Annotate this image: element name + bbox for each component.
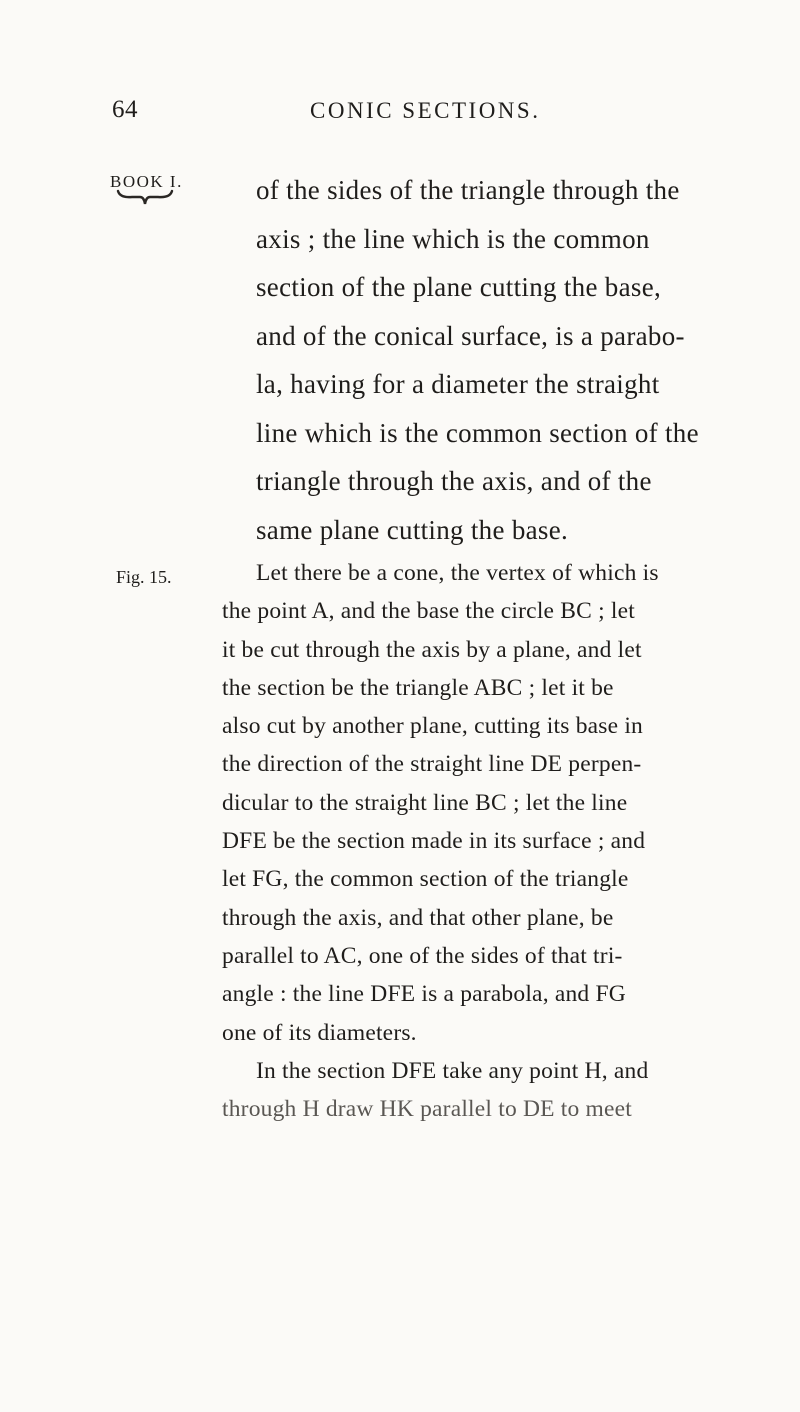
margin-book-label: BOOK I. xyxy=(110,172,183,191)
paragraph-proposition xyxy=(256,166,791,554)
text-line: In the section DFE take any point H, and xyxy=(256,1057,649,1084)
text-line: let FG, the common section of the triangle xyxy=(222,866,629,893)
text-line: also cut by another plane, cutting its base in xyxy=(222,713,644,740)
text-line: Let there be a cone, the vertex of which is xyxy=(256,560,659,586)
text-line: line which is the common section of the xyxy=(256,417,699,448)
text-line: DFE be the section made in its surface ; and xyxy=(222,828,646,855)
text-line: of the sides of the triangle through the xyxy=(256,175,680,205)
text-line: the point A, and the base the circle BC ; let xyxy=(222,598,635,625)
text-line: and of the conical surface, is a parabo- xyxy=(256,320,685,351)
text-line: axis ; the line which is the common xyxy=(256,223,650,254)
running-head: CONIC SECTIONS. xyxy=(310,98,541,123)
text-line: dicular to the straight line BC ; let the line xyxy=(222,789,628,816)
text-line: parallel to AC, one of the sides of that tri- xyxy=(222,942,623,969)
text-line: through the axis, and that other plane, be xyxy=(222,904,614,931)
text-line: one of its diameters. xyxy=(222,1019,417,1046)
text-line: la, having for a diameter the straight xyxy=(256,369,660,399)
text-line: the section be the triangle ABC ; let it be xyxy=(222,674,614,701)
text-line: same plane cutting the base. xyxy=(256,514,569,545)
text-line: the direction of the straight line DE perpen- xyxy=(222,751,642,778)
page-number: 64 xyxy=(112,96,138,123)
paragraph-construction xyxy=(222,554,792,1128)
text-line: triangle through the axis, and of the xyxy=(256,466,652,496)
margin-figure-ref: Fig. 15. xyxy=(116,567,172,587)
text-line: angle : the line DFE is a parabola, and FG xyxy=(222,981,626,1008)
brace-ornament xyxy=(116,188,174,208)
text-line: section of the plane cutting the base, xyxy=(256,272,662,302)
text-line: through H draw HK parallel to DE to meet xyxy=(222,1096,633,1123)
text-line: it be cut through the axis by a plane, and let xyxy=(222,636,642,663)
